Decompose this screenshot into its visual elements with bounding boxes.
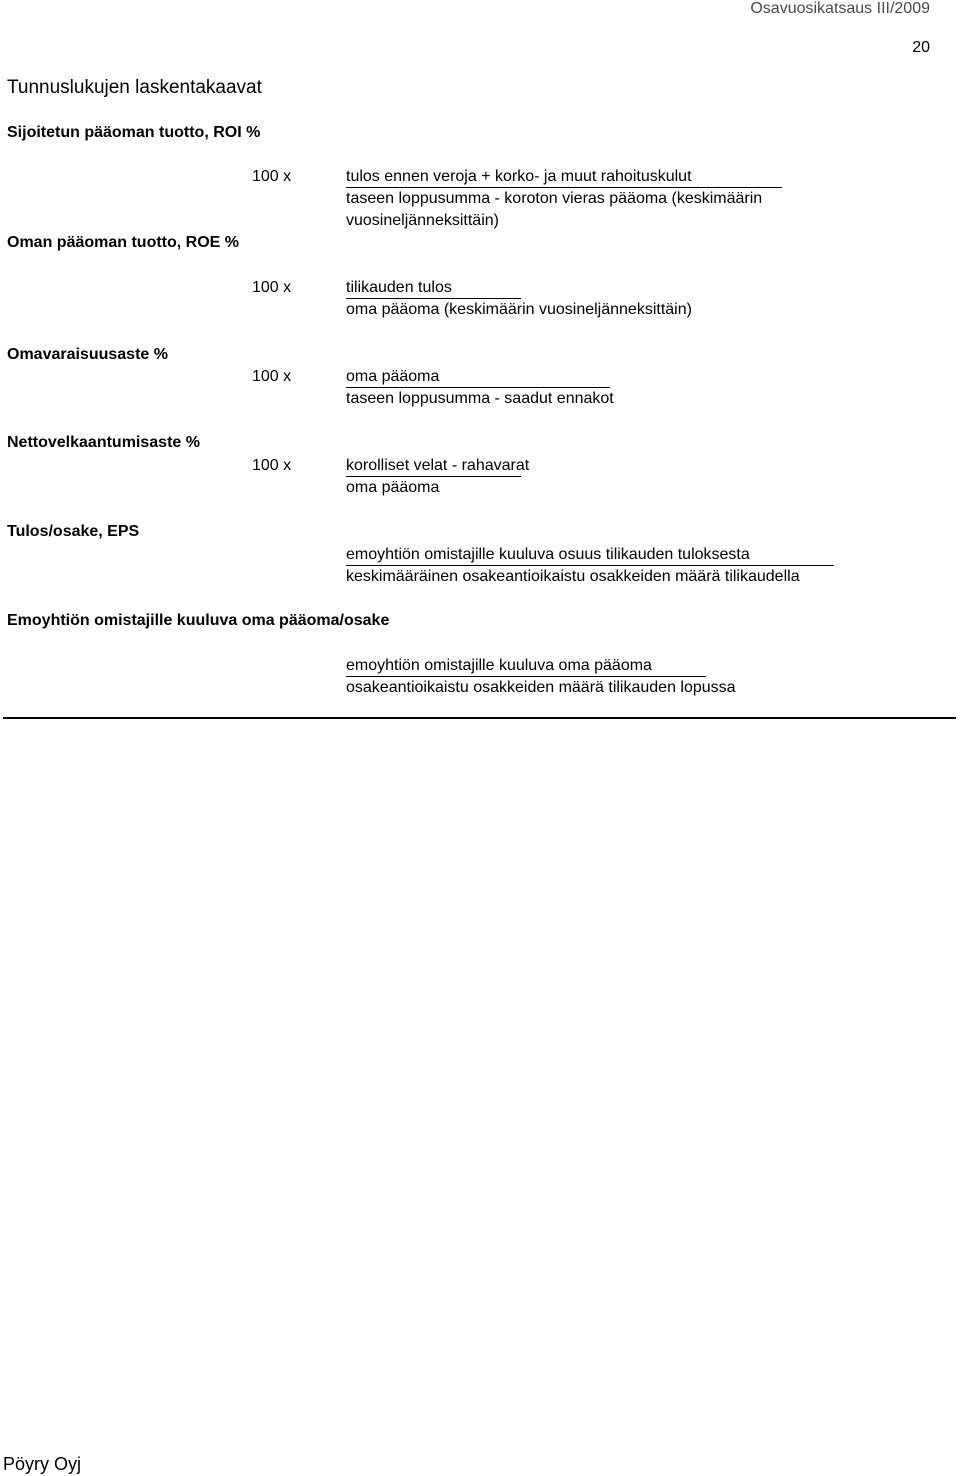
equity-per-share-fraction — [346, 655, 736, 699]
eps-numerator: emoyhtiön omistajille kuuluva osuus tilikauden tuloksesta — [346, 546, 750, 563]
gearing-fraction — [346, 455, 529, 499]
gearing-denominator: oma pääoma — [346, 479, 440, 496]
roi-numerator: tulos ennen veroja + korko- ja muut rahoituskulut — [346, 168, 692, 185]
roe-multiplier: 100 x — [252, 279, 292, 296]
gearing-numerator: korolliset velat - rahavarat — [346, 457, 530, 474]
page-title: Tunnuslukujen laskentakaavat — [7, 77, 262, 98]
equity-per-share-numerator: emoyhtiön omistajille kuuluva oma pääoma — [346, 657, 652, 674]
roi-multiplier: 100 x — [252, 168, 292, 185]
equity-per-share-fraction-bar — [346, 676, 706, 677]
roe-fraction — [346, 277, 692, 321]
equity-per-share-denominator: osakeantioikaistu osakkeiden määrä tilikauden lopussa — [346, 679, 736, 696]
section-divider — [3, 717, 956, 719]
eps-fraction — [346, 544, 800, 588]
equity-ratio-denominator: taseen loppusumma - saadut ennakot — [346, 390, 614, 407]
gearing-fraction-bar — [346, 476, 521, 477]
footer-company: Pöyry Oyj — [3, 1454, 82, 1474]
equity-ratio-numerator: oma pääoma — [346, 368, 440, 385]
equity-ratio-fraction-bar — [346, 387, 610, 388]
gearing-multiplier: 100 x — [252, 457, 292, 474]
eps-denominator: keskimääräinen osakeantioikaistu osakkeiden määrä tilikaudella — [346, 568, 800, 585]
page-number: 20 — [912, 39, 930, 56]
equity-ratio-fraction — [346, 366, 614, 410]
equity-ratio-multiplier: 100 x — [252, 368, 292, 385]
roi-fraction-bar — [346, 187, 782, 188]
roe-fraction-bar — [346, 298, 521, 299]
eps-fraction-bar — [346, 565, 834, 566]
roe-label: Oman pääoman tuotto, ROE % — [7, 234, 240, 251]
roi-denominator-line2: vuosineljänneksittäin) — [346, 212, 499, 229]
equity-per-share-label: Emoyhtiön omistajille kuuluva oma pääoma/osake — [7, 612, 390, 629]
roi-label: Sijoitetun pääoman tuotto, ROI % — [7, 124, 261, 141]
roi-fraction — [346, 166, 762, 232]
roe-numerator: tilikauden tulos — [346, 279, 452, 296]
eps-label: Tulos/osake, EPS — [7, 523, 140, 540]
roe-denominator: oma pääoma (keskimäärin vuosineljänneksittäin) — [346, 301, 692, 318]
report-title: Osavuosikatsaus III/2009 — [750, 0, 930, 17]
gearing-label: Nettovelkaantumisaste % — [7, 434, 200, 451]
roi-denominator-line1: taseen loppusumma - koroton vieras pääoma (keskimäärin — [346, 190, 763, 207]
equity-ratio-label: Omavaraisuusaste % — [7, 346, 168, 363]
